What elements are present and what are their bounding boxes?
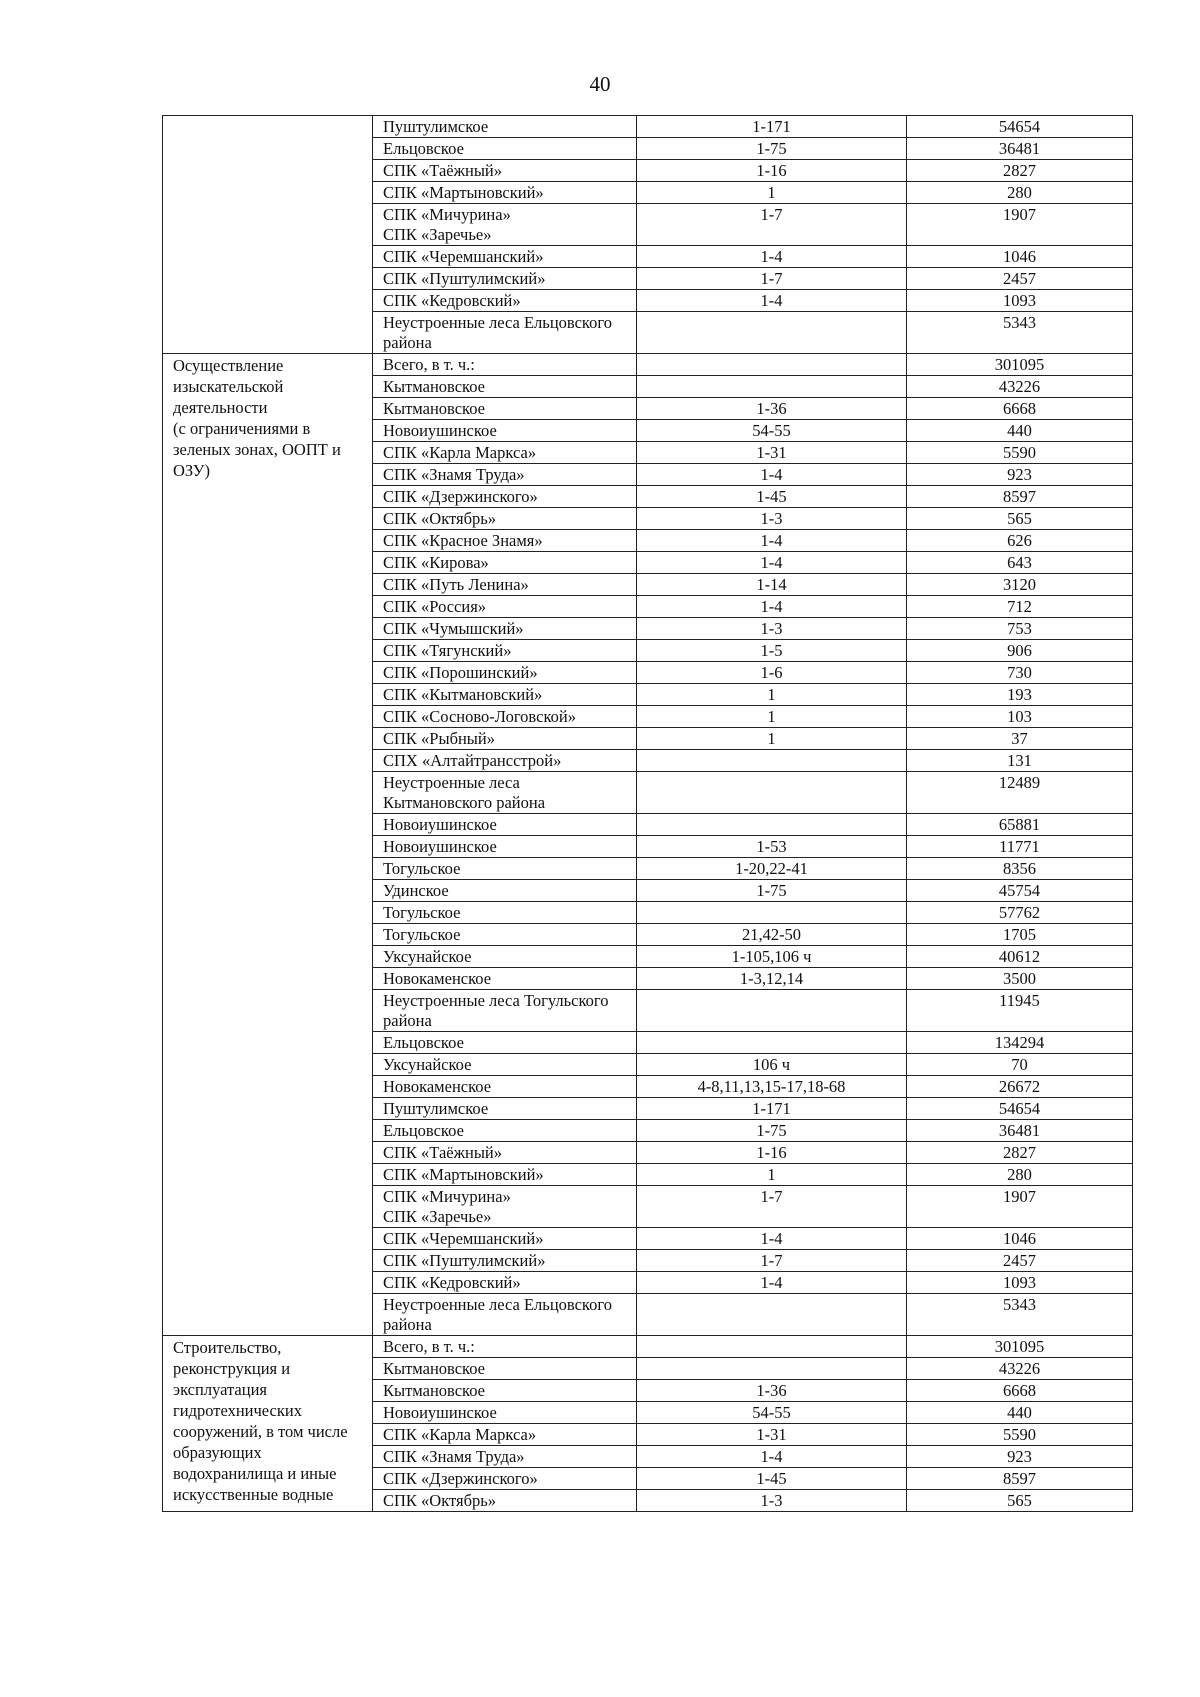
forestry-name-cell: СПК «Пуштулимский» bbox=[373, 268, 637, 290]
area-cell: 1046 bbox=[907, 246, 1133, 268]
forestry-name-cell: Тогульское bbox=[373, 902, 637, 924]
area-cell: 43226 bbox=[907, 376, 1133, 398]
forestry-name-cell: Новоиушинское bbox=[373, 420, 637, 442]
area-cell: 5343 bbox=[907, 1294, 1133, 1336]
forestry-name-cell: Новоиушинское bbox=[373, 814, 637, 836]
quarter-numbers-cell: 1-4 bbox=[637, 290, 907, 312]
area-cell: 36481 bbox=[907, 1120, 1133, 1142]
area-cell: 1907 bbox=[907, 1186, 1133, 1228]
forestry-name-cell: Уксунайское bbox=[373, 1054, 637, 1076]
quarter-numbers-cell: 106 ч bbox=[637, 1054, 907, 1076]
area-cell: 1907 bbox=[907, 204, 1133, 246]
forestry-name-cell: СПК «Пуштулимский» bbox=[373, 1250, 637, 1272]
forestry-name-cell: Ельцовское bbox=[373, 1120, 637, 1142]
page-number: 40 bbox=[589, 72, 611, 96]
quarter-numbers-cell: 1-171 bbox=[637, 1098, 907, 1120]
forestry-name-cell: СПК «Мартыновский» bbox=[373, 1164, 637, 1186]
area-cell: 26672 bbox=[907, 1076, 1133, 1098]
area-cell: 37 bbox=[907, 728, 1133, 750]
forestry-name-cell: Тогульское bbox=[373, 924, 637, 946]
forestry-name-cell: СПК «Россия» bbox=[373, 596, 637, 618]
quarter-numbers-cell: 1-36 bbox=[637, 398, 907, 420]
quarter-numbers-cell: 1-3,12,14 bbox=[637, 968, 907, 990]
quarter-numbers-cell: 1-4 bbox=[637, 246, 907, 268]
forestry-name-cell: СПК «Черемшанский» bbox=[373, 246, 637, 268]
quarter-numbers-cell: 54-55 bbox=[637, 420, 907, 442]
quarter-numbers-cell: 1-4 bbox=[637, 596, 907, 618]
area-cell: 12489 bbox=[907, 772, 1133, 814]
area-cell: 2457 bbox=[907, 268, 1133, 290]
area-cell: 906 bbox=[907, 640, 1133, 662]
forestry-name-cell: СПК «Октябрь» bbox=[373, 1490, 637, 1512]
forestry-name-cell: Тогульское bbox=[373, 858, 637, 880]
quarter-numbers-cell: 1-4 bbox=[637, 1272, 907, 1294]
forestry-name-cell: СПК «Порошинский» bbox=[373, 662, 637, 684]
forestry-name-cell: СПК «Карла Маркса» bbox=[373, 442, 637, 464]
quarter-numbers-cell bbox=[637, 750, 907, 772]
forestry-name-cell: Кытмановское bbox=[373, 398, 637, 420]
forestry-name-cell: Новоиушинское bbox=[373, 1402, 637, 1424]
forestry-name-cell: Всего, в т. ч.: bbox=[373, 354, 637, 376]
quarter-numbers-cell: 1 bbox=[637, 728, 907, 750]
quarter-numbers-cell: 1-16 bbox=[637, 160, 907, 182]
forestry-name-cell: СПК «Путь Ленина» bbox=[373, 574, 637, 596]
forestry-name-cell: Новоиушинское bbox=[373, 836, 637, 858]
forestry-name-cell: СПК «Мичурина» СПК «Заречье» bbox=[373, 204, 637, 246]
quarter-numbers-cell bbox=[637, 902, 907, 924]
forestry-name-cell: СПК «Знамя Труда» bbox=[373, 1446, 637, 1468]
forestry-name-cell: СПК «Дзержинского» bbox=[373, 486, 637, 508]
forestry-name-cell: Пуштулимское bbox=[373, 116, 637, 138]
forestry-name-cell: СПК «Дзержинского» bbox=[373, 1468, 637, 1490]
area-cell: 923 bbox=[907, 464, 1133, 486]
area-cell: 2827 bbox=[907, 1142, 1133, 1164]
area-cell: 8356 bbox=[907, 858, 1133, 880]
quarter-numbers-cell: 1-4 bbox=[637, 464, 907, 486]
area-cell: 103 bbox=[907, 706, 1133, 728]
area-cell: 5590 bbox=[907, 442, 1133, 464]
forestry-name-cell: Ельцовское bbox=[373, 1032, 637, 1054]
area-cell: 131 bbox=[907, 750, 1133, 772]
quarter-numbers-cell: 54-55 bbox=[637, 1402, 907, 1424]
forestry-name-cell: Ельцовское bbox=[373, 138, 637, 160]
area-cell: 626 bbox=[907, 530, 1133, 552]
area-cell: 8597 bbox=[907, 1468, 1133, 1490]
area-cell: 280 bbox=[907, 1164, 1133, 1186]
forestry-name-cell: СПК «Красное Знамя» bbox=[373, 530, 637, 552]
forestry-name-cell: СПК «Чумышский» bbox=[373, 618, 637, 640]
area-cell: 6668 bbox=[907, 398, 1133, 420]
area-cell: 134294 bbox=[907, 1032, 1133, 1054]
area-cell: 5343 bbox=[907, 312, 1133, 354]
forestry-name-cell: Новокаменское bbox=[373, 968, 637, 990]
forestry-name-cell: Неустроенные леса Ельцовского района bbox=[373, 1294, 637, 1336]
quarter-numbers-cell bbox=[637, 1358, 907, 1380]
forestry-name-cell: СПК «Кирова» bbox=[373, 552, 637, 574]
area-cell: 280 bbox=[907, 182, 1133, 204]
quarter-numbers-cell: 1-4 bbox=[637, 552, 907, 574]
quarter-numbers-cell: 1-75 bbox=[637, 138, 907, 160]
quarter-numbers-cell bbox=[637, 354, 907, 376]
quarter-numbers-cell bbox=[637, 376, 907, 398]
quarter-numbers-cell: 1-53 bbox=[637, 836, 907, 858]
forestry-name-cell: СПК «Октябрь» bbox=[373, 508, 637, 530]
area-cell: 43226 bbox=[907, 1358, 1133, 1380]
forestry-name-cell: СПК «Кедровский» bbox=[373, 290, 637, 312]
forestry-name-cell: Неустроенные леса Кытмановского района bbox=[373, 772, 637, 814]
area-cell: 1046 bbox=[907, 1228, 1133, 1250]
area-cell: 36481 bbox=[907, 138, 1133, 160]
area-cell: 54654 bbox=[907, 1098, 1133, 1120]
quarter-numbers-cell: 1 bbox=[637, 182, 907, 204]
area-cell: 643 bbox=[907, 552, 1133, 574]
quarter-numbers-cell bbox=[637, 312, 907, 354]
forestry-name-cell: Кытмановское bbox=[373, 1358, 637, 1380]
forestry-name-cell: Кытмановское bbox=[373, 376, 637, 398]
forestry-name-cell: СПХ «Алтайтрансстрой» bbox=[373, 750, 637, 772]
forestry-name-cell: Неустроенные леса Тогульского района bbox=[373, 990, 637, 1032]
category-cell: Строительство, реконструкция и эксплуатация гидротехнических сооружений, в том числе образующих водохранилища и иные искусственные водные bbox=[163, 1336, 373, 1512]
area-cell: 3500 bbox=[907, 968, 1133, 990]
area-cell: 54654 bbox=[907, 116, 1133, 138]
area-cell: 193 bbox=[907, 684, 1133, 706]
forestry-name-cell: СПК «Мичурина» СПК «Заречье» bbox=[373, 1186, 637, 1228]
quarter-numbers-cell: 1-4 bbox=[637, 1228, 907, 1250]
quarter-numbers-cell: 1 bbox=[637, 1164, 907, 1186]
quarter-numbers-cell: 4-8,11,13,15-17,18-68 bbox=[637, 1076, 907, 1098]
quarter-numbers-cell: 1-7 bbox=[637, 1250, 907, 1272]
area-cell: 40612 bbox=[907, 946, 1133, 968]
quarter-numbers-cell: 1-31 bbox=[637, 1424, 907, 1446]
forestry-name-cell: Удинское bbox=[373, 880, 637, 902]
area-cell: 11771 bbox=[907, 836, 1133, 858]
quarter-numbers-cell: 1-3 bbox=[637, 1490, 907, 1512]
table-row bbox=[163, 354, 1133, 376]
quarter-numbers-cell: 1-14 bbox=[637, 574, 907, 596]
forestry-name-cell: Уксунайское bbox=[373, 946, 637, 968]
forestry-name-cell: СПК «Рыбный» bbox=[373, 728, 637, 750]
area-cell: 1705 bbox=[907, 924, 1133, 946]
category-cell: Осуществление изыскательской деятельности (с ограничениями в зеленых зонах, ООПТ и ОЗУ) bbox=[163, 354, 373, 1336]
table-row bbox=[163, 1336, 1133, 1358]
area-cell: 565 bbox=[907, 1490, 1133, 1512]
area-cell: 440 bbox=[907, 420, 1133, 442]
forestry-name-cell: Кытмановское bbox=[373, 1380, 637, 1402]
quarter-numbers-cell: 1-75 bbox=[637, 880, 907, 902]
quarter-numbers-cell: 1-20,22-41 bbox=[637, 858, 907, 880]
quarter-numbers-cell: 1-4 bbox=[637, 1446, 907, 1468]
forestry-name-cell: СПК «Знамя Труда» bbox=[373, 464, 637, 486]
area-cell: 65881 bbox=[907, 814, 1133, 836]
area-cell: 70 bbox=[907, 1054, 1133, 1076]
quarter-numbers-cell: 1-45 bbox=[637, 486, 907, 508]
area-cell: 440 bbox=[907, 1402, 1133, 1424]
quarter-numbers-cell bbox=[637, 814, 907, 836]
forestry-name-cell: СПК «Тягунский» bbox=[373, 640, 637, 662]
category-cell bbox=[163, 116, 373, 354]
quarter-numbers-cell: 1-16 bbox=[637, 1142, 907, 1164]
area-cell: 2457 bbox=[907, 1250, 1133, 1272]
forestry-name-cell: СПК «Карла Маркса» bbox=[373, 1424, 637, 1446]
area-cell: 301095 bbox=[907, 354, 1133, 376]
quarter-numbers-cell: 1-36 bbox=[637, 1380, 907, 1402]
area-cell: 5590 bbox=[907, 1424, 1133, 1446]
quarter-numbers-cell: 1 bbox=[637, 706, 907, 728]
quarter-numbers-cell bbox=[637, 990, 907, 1032]
forestry-name-cell: Неустроенные леса Ельцовского района bbox=[373, 312, 637, 354]
area-cell: 2827 bbox=[907, 160, 1133, 182]
area-cell: 45754 bbox=[907, 880, 1133, 902]
quarter-numbers-cell: 1-105,106 ч bbox=[637, 946, 907, 968]
quarter-numbers-cell: 1-7 bbox=[637, 268, 907, 290]
quarter-numbers-cell: 1-171 bbox=[637, 116, 907, 138]
forestry-name-cell: СПК «Мартыновский» bbox=[373, 182, 637, 204]
table-row bbox=[163, 116, 1133, 138]
area-cell: 753 bbox=[907, 618, 1133, 640]
area-cell: 6668 bbox=[907, 1380, 1133, 1402]
quarter-numbers-cell: 1-7 bbox=[637, 204, 907, 246]
quarter-numbers-cell bbox=[637, 772, 907, 814]
quarter-numbers-cell: 1-5 bbox=[637, 640, 907, 662]
forestry-name-cell: СПК «Сосново-Логовской» bbox=[373, 706, 637, 728]
quarter-numbers-cell bbox=[637, 1336, 907, 1358]
forestry-name-cell: СПК «Кытмановский» bbox=[373, 684, 637, 706]
area-cell: 301095 bbox=[907, 1336, 1133, 1358]
quarter-numbers-cell: 1-7 bbox=[637, 1186, 907, 1228]
area-cell: 1093 bbox=[907, 1272, 1133, 1294]
forestry-name-cell: СПК «Черемшанский» bbox=[373, 1228, 637, 1250]
forestry-name-cell: Пуштулимское bbox=[373, 1098, 637, 1120]
quarter-numbers-cell bbox=[637, 1032, 907, 1054]
forestry-name-cell: Новокаменское bbox=[373, 1076, 637, 1098]
quarter-numbers-cell: 21,42-50 bbox=[637, 924, 907, 946]
area-cell: 57762 bbox=[907, 902, 1133, 924]
quarter-numbers-cell: 1-4 bbox=[637, 530, 907, 552]
quarter-numbers-cell: 1-75 bbox=[637, 1120, 907, 1142]
area-cell: 1093 bbox=[907, 290, 1133, 312]
quarter-numbers-cell: 1 bbox=[637, 684, 907, 706]
quarter-numbers-cell: 1-6 bbox=[637, 662, 907, 684]
area-cell: 3120 bbox=[907, 574, 1133, 596]
quarter-numbers-cell: 1-3 bbox=[637, 508, 907, 530]
quarter-numbers-cell: 1-45 bbox=[637, 1468, 907, 1490]
forestry-name-cell: СПК «Таёжный» bbox=[373, 160, 637, 182]
forestry-name-cell: Всего, в т. ч.: bbox=[373, 1336, 637, 1358]
area-cell: 565 bbox=[907, 508, 1133, 530]
forest-use-table bbox=[162, 115, 1133, 1512]
quarter-numbers-cell bbox=[637, 1294, 907, 1336]
forestry-name-cell: СПК «Таёжный» bbox=[373, 1142, 637, 1164]
forestry-name-cell: СПК «Кедровский» bbox=[373, 1272, 637, 1294]
area-cell: 730 bbox=[907, 662, 1133, 684]
area-cell: 923 bbox=[907, 1446, 1133, 1468]
quarter-numbers-cell: 1-3 bbox=[637, 618, 907, 640]
area-cell: 8597 bbox=[907, 486, 1133, 508]
area-cell: 11945 bbox=[907, 990, 1133, 1032]
quarter-numbers-cell: 1-31 bbox=[637, 442, 907, 464]
table-body bbox=[163, 116, 1133, 1512]
area-cell: 712 bbox=[907, 596, 1133, 618]
